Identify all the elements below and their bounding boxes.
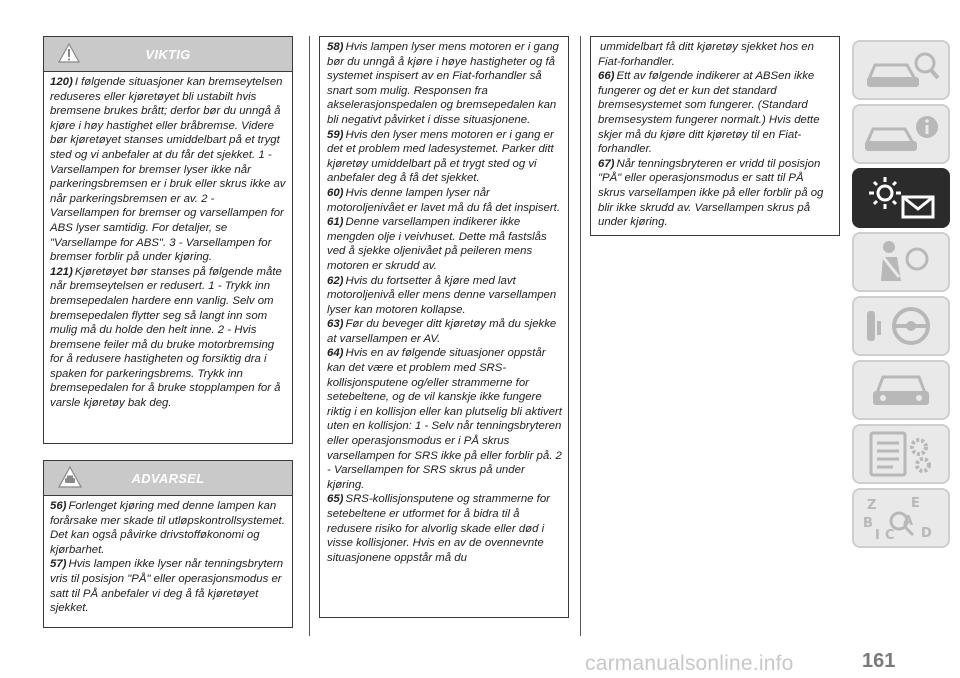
svg-text:D: D	[921, 526, 932, 541]
car-info-icon	[859, 109, 943, 159]
tab-chapter-3[interactable]	[852, 168, 950, 228]
viktig-item: 120) I følgende situasjoner kan bremseytelsen reduseres eller kjøretøyet bli ustabilt hvis bremsene brukes brått; derfor bør du unngå å kjøre i høy hastighet eller bråbremse. Videre bør kjøretøyet stanses umiddelbart på et trygt sted og vi anbefaler at du får det sjekket. 1 - Varsellampen for bremser lyser ikke når parkeringsbremsen er i bruk eller skrus ikke av når parkeringsbremsen er av. 2 - Varsellampen for bremser og varsellampen for ABS lyser samtidig. For detaljer, se "Varsellampe for ABS". 3 - Varsellampen for bremser forblir på under kjøring.	[50, 76, 286, 264]
tab-chapter-4[interactable]	[852, 232, 950, 292]
tab-chapter-7[interactable]	[852, 424, 950, 484]
tab-chapter-1[interactable]	[852, 40, 950, 100]
watermark: carmanualsonline.info	[585, 652, 794, 675]
tab-chapter-8[interactable]	[852, 488, 950, 548]
key-steering-wheel-icon	[859, 301, 943, 351]
note-item: 58) Hvis lampen lyser mens motoren er i gang bør du unngå å kjøre i høye hastigheter og få systemet inspisert av en Fiat-forhandler så snart som mulig. Responsen fra akselerasjonspedalen og bremsepedalen kan bli negativt påvirket i disse situasjonene.	[327, 41, 559, 126]
viktig-header	[44, 37, 292, 72]
tab-chapter-5[interactable]	[852, 296, 950, 356]
advarsel-item: 56) Forlenget kjøring med denne lampen kan forårsake mer skade til utløpskontrollsystemet. Det kan også påvirke drivstofføkonomi og kjørbarhet.	[50, 500, 285, 556]
svg-text:E: E	[911, 496, 920, 511]
note-item: 66) Ett av følgende indikerer at ABSen ikke fungerer og det er kun det standard bremsesystemet som fungerer. (Standard bremsesystem fungerer normalt.) Hvis dette skjer må du kjøre ditt kjøretøy til en Fiat-forhandler.	[598, 70, 820, 156]
viktig-body	[44, 72, 292, 411]
svg-text:I: I	[875, 528, 880, 543]
tab-chapter-2[interactable]	[852, 104, 950, 164]
right-column	[590, 36, 840, 236]
note-item: 67) Når tenningsbryteren er vridd til posisjon "PÅ" eller operasjonsmodus er satt til PÅ skrus varsellampen ikke på eller forblir på og blir ikke skrudd av. Varsellampen skrus på under kjøring.	[598, 157, 824, 229]
svg-text:A: A	[903, 514, 914, 529]
tab-chapter-6[interactable]	[852, 360, 950, 420]
advarsel-body	[44, 496, 292, 616]
viktig-item: 121) Kjøretøyet bør stanses på følgende måte når bremseytelsen er redusert. 1 - Trykk inn bremsepedalen hardere enn vanlig. Selv om bremsepedalen flytter seg så langt inn som mulig må du holde den helt inne. 2 - Hvis bremsene feiler må du bruke motorbremsing for å redusere hastigheten og forsiktig dra i spaken for parkeringsbrems. Trykk inn bremsepedalen for å bruke stopplampen for å varsle kjøretøy bak deg.	[50, 265, 282, 410]
viktig-box	[43, 36, 293, 444]
car-magnifier-icon	[859, 45, 943, 95]
advarsel-title: ADVARSEL	[131, 470, 205, 486]
warning-triangle-icon	[58, 43, 80, 63]
seatbelt-airbag-icon	[859, 237, 943, 287]
svg-text:Z: Z	[867, 498, 877, 513]
warning-light-envelope-icon	[859, 173, 943, 223]
note-item: 64) Hvis en av følgende situasjoner oppstår kan det være et problem med SRS-kollisjonsputene og/eller strammerne for setebeltene, og de vil kanskje ikke fungere riktig i en kollisjon eller kan plutselig bli aktivert uten en kollisjon: 1 - Selv når tenningsbryteren eller operasjonsmodus er i PÅ skrus varsellampen for SRS ikke på eller forblir på. 2 - Varsellampen for SRS skrus på under kjøring.	[327, 347, 562, 491]
alphabet-index-icon	[859, 493, 943, 543]
svg-text:B: B	[863, 516, 873, 531]
note-item: 60) Hvis denne lampen lyser når motoroljenivået er lavet må du få det inspisert.	[327, 186, 560, 214]
column-divider	[580, 36, 581, 636]
note-item: 62) Hvis du fortsetter å kjøre med lavt motoroljenivå eller mens denne varsellampen lyser kan motoren kollapse.	[327, 274, 557, 316]
checklist-gears-icon	[859, 429, 943, 479]
note-item: 61) Denne varsellampen indikerer ikke mengden olje i veivhuset. Dette må fastslås ved å sjekke oljenivået på peileren mens motoren er skrudd av.	[327, 216, 547, 272]
viktig-title: VIKTIG	[145, 46, 191, 62]
middle-column	[319, 36, 569, 618]
advarsel-item: 57) Hvis lampen ikke lyser når tenningsbrytern vris til posisjon "PÅ" eller operasjonsmodus er satt til PÅ anbefaler vi deg å få kjøretøyet sjekket.	[50, 558, 284, 615]
column-divider	[309, 36, 310, 636]
note-item: 59) Hvis den lyser mens motoren er i gang er det et problem med ladesystemet. Parker ditt kjøretøy umiddelbart på et trygt sted og vi anbefaler deg å få det sjekket.	[327, 128, 554, 185]
page-number: 161	[862, 650, 896, 672]
note-item: 63) Før du beveger ditt kjøretøy må du sjekke at varsellampen er AV.	[327, 318, 557, 345]
advarsel-header	[44, 461, 292, 496]
note-item: ummidelbart få ditt kjøretøy sjekket hos en Fiat-forhandler.	[598, 41, 814, 68]
svg-text:C: C	[885, 528, 895, 543]
advarsel-box	[43, 460, 293, 628]
car-warning-icon	[58, 466, 82, 488]
note-item: 65) SRS-kollisjonsputene og strammerne for setebeltene er utformet for å bidra til å redusere risiko for alvorlig skade eller død i visse kollisjoner. Hvis en av de ovennevnte situasjonene oppstår må du	[327, 493, 550, 564]
car-front-icon	[859, 365, 943, 415]
